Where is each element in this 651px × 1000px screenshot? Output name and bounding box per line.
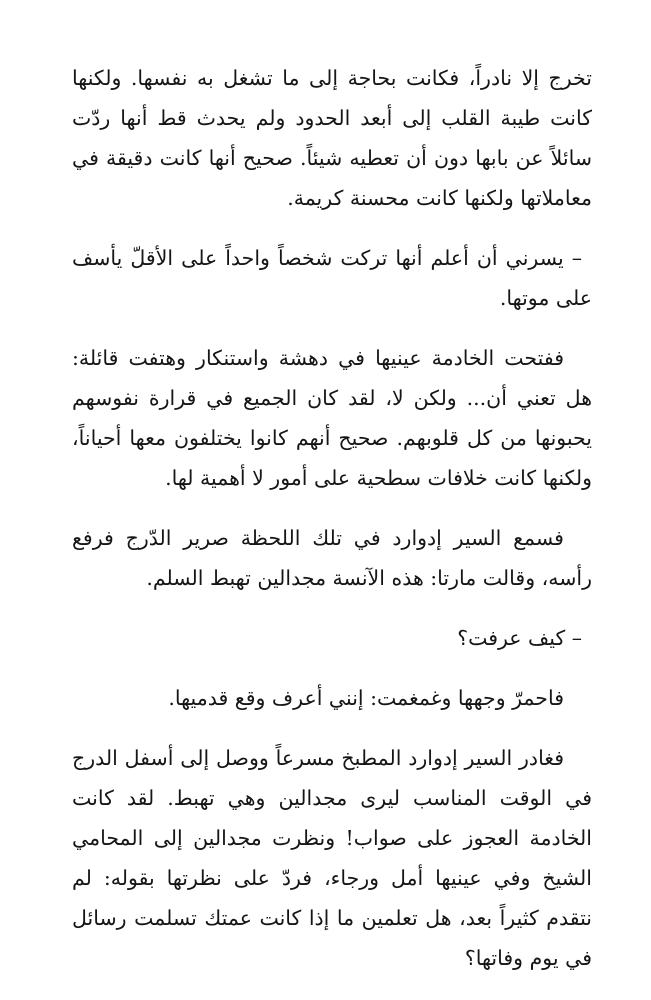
paragraph-maid-blush: فاحمرّ وجهها وغمغمت: إنني أعرف وقع قدميها. [168,686,564,710]
paragraph-maid-reply: ففتحت الخادمة عينيها في دهشة واستنكار وهتفت قائلة: هل تعني أن... ولكن لا، لقد كان الجميع في قرارة نفوسهم يحبونها من كل قلوبهم. صحيح أنهم كانوا يختلفون معها أحياناً، ولكنها كانت خلافات سطحية على أمور لا أهمية لها. [72,346,592,490]
paragraph-question: – كيف عرفت؟ [457,626,582,650]
paragraph-aunt-description: تخرج إلا نادراً، فكانت بحاجة إلى ما تشغل به نفسها. ولكنها كانت طيبة القلب إلى أبعد الحدود ولم يحدث قط أنها ردّت سائلاً عن بابها دون أن تعطيه شيئاً. صحيح أنها كانت دقيقة في معاملاتها ولكنها كانت محسنة كريمة. [72,66,592,210]
paragraph-stairs-creak: فسمع السير إدوارد في تلك اللحظة صرير الدّرج فرفع رأسه، وقالت مارتا: هذه الآنسة مجدالين تهبط السلم. [72,526,592,590]
paragraph-dialogue-line: – يسرني أن أعلم أنها تركت شخصاً واحداً على الأقلّ يأسف على موتها. [72,246,592,310]
paragraph-edward-leaves: فغادر السير إدوارد المطبخ مسرعاً ووصل إلى أسفل الدرج في الوقت المناسب ليرى مجدالين وهي تهبط. لقد كانت الخادمة العجوز على صواب! ونظرت مجدالين إلى المحامي الشيخ وفي عينيها أمل ورجاء، فردّ على نظرتها بقوله: لم نتقدم كثيراً بعد، هل تعلمين ما إذا كانت عمتك تسلمت رسائل في يوم وفاتها؟ [72,746,592,970]
book-page [72,58,592,998]
